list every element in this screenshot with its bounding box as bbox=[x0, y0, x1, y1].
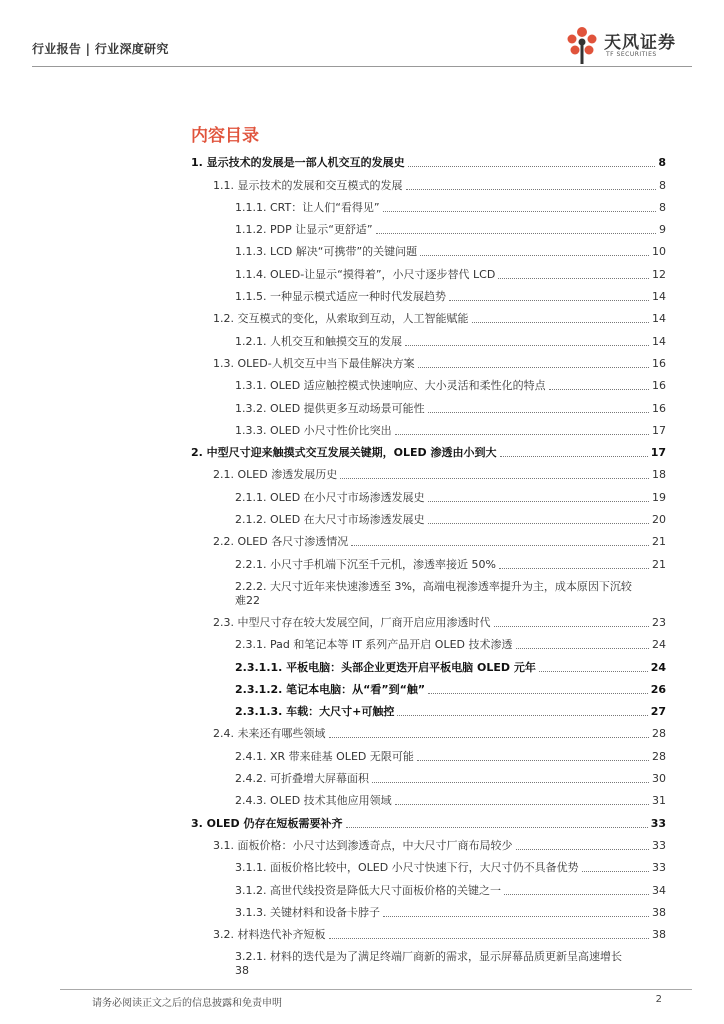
toc-page-number: 22 bbox=[246, 593, 260, 607]
toc-entry-text: 1. 显示技术的发展是一部人机交互的发展史 bbox=[191, 156, 405, 170]
toc-leader-dots bbox=[420, 255, 649, 256]
toc-leader-dots bbox=[329, 938, 650, 939]
toc-entry[interactable] bbox=[191, 215, 666, 237]
toc-entry[interactable] bbox=[191, 193, 666, 215]
toc-entry-continuation bbox=[235, 964, 666, 978]
toc-entry-text: 2.1.1. OLED 在小尺寸市场渗透发展史 bbox=[235, 490, 425, 504]
toc-page-number: 8 bbox=[658, 156, 666, 170]
toc-entry[interactable] bbox=[191, 237, 666, 259]
toc-entry-text: 2.4. 未来还有哪些领域 bbox=[213, 727, 326, 741]
toc-page-number: 17 bbox=[652, 423, 666, 437]
toc-entry-text: 1.1.1. CRT：让人们“看得见” bbox=[235, 200, 380, 214]
toc-entry-text: 1.1.3. LCD 解决“可携带”的关键问题 bbox=[235, 245, 418, 259]
toc-page-number: 16 bbox=[652, 356, 666, 370]
flower-logo-icon bbox=[562, 22, 602, 66]
toc-page-number: 28 bbox=[652, 727, 666, 741]
toc-entry-text-continued: 难 bbox=[235, 593, 246, 607]
toc-entry[interactable] bbox=[191, 853, 666, 875]
toc-leader-dots bbox=[504, 894, 649, 895]
toc-leader-dots bbox=[449, 300, 649, 301]
toc-entry[interactable] bbox=[191, 349, 666, 371]
toc-entry[interactable] bbox=[191, 875, 666, 897]
toc-entry[interactable] bbox=[191, 786, 666, 808]
toc-page-number: 9 bbox=[659, 223, 666, 237]
toc-page-number: 30 bbox=[652, 772, 666, 786]
toc-leader-dots bbox=[405, 345, 649, 346]
toc-entry-text: 2.4.1. XR 带来硅基 OLED 无限可能 bbox=[235, 749, 414, 763]
toc-entry[interactable] bbox=[191, 764, 666, 786]
toc-entry[interactable] bbox=[191, 393, 666, 415]
toc-page-number: 24 bbox=[650, 660, 666, 674]
toc-page-number: 33 bbox=[652, 838, 666, 852]
toc-entry-text: 2.1. OLED 渗透发展历史 bbox=[213, 468, 338, 482]
toc-leader-dots bbox=[516, 648, 650, 649]
toc-entry[interactable] bbox=[191, 741, 666, 763]
toc-page-number: 27 bbox=[650, 705, 666, 719]
toc-leader-dots bbox=[500, 456, 648, 457]
toc-leader-dots bbox=[397, 715, 647, 716]
toc-leader-dots bbox=[408, 166, 656, 167]
toc-entry-text: 1.3. OLED-人机交互中当下最佳解决方案 bbox=[213, 356, 415, 370]
toc-leader-dots bbox=[494, 626, 650, 627]
toc-entry-text: 1.3.1. OLED 适应触控模式快速响应、大小灵活和柔性化的特点 bbox=[235, 379, 546, 393]
toc-leader-dots bbox=[582, 871, 649, 872]
logo-subtitle: TF SECURITIES bbox=[606, 51, 657, 58]
toc-entry-text: 2.2. OLED 各尺寸渗透情况 bbox=[213, 535, 349, 549]
logo-name: 天风证券 bbox=[604, 33, 676, 53]
table-of-contents bbox=[191, 148, 666, 978]
toc-entry-text: 2.3.1. Pad 和笔记本等 IT 系列产品开启 OLED 技术渗透 bbox=[235, 638, 513, 652]
toc-page-number: 14 bbox=[652, 334, 666, 348]
toc-leader-dots bbox=[329, 737, 650, 738]
report-category-header: 行业报告 | 行业深度研究 bbox=[32, 42, 169, 56]
toc-leader-dots bbox=[428, 523, 649, 524]
toc-page-number: 8 bbox=[659, 200, 666, 214]
toc-entry-text: 2.3.1.2. 笔记本电脑：从“看”到“触” bbox=[235, 682, 426, 696]
toc-entry-text: 1.1.5. 一种显示模式适应一种时代发展趋势 bbox=[235, 290, 446, 304]
toc-entry[interactable] bbox=[191, 527, 666, 549]
toc-entry[interactable] bbox=[191, 259, 666, 281]
toc-leader-dots bbox=[428, 501, 649, 502]
toc-entry[interactable] bbox=[191, 416, 666, 438]
toc-page-number: 18 bbox=[652, 468, 666, 482]
toc-entry-text: 3.1.3. 关键材料和设备卡脖子 bbox=[235, 905, 380, 919]
toc-entry-text: 1.1. 显示技术的发展和交互模式的发展 bbox=[213, 178, 403, 192]
toc-leader-dots bbox=[395, 804, 649, 805]
toc-page-number: 14 bbox=[652, 290, 666, 304]
toc-entry-text: 3.1.2. 高世代线投资是降低大尺寸面板价格的关键之一 bbox=[235, 883, 501, 897]
toc-page-number: 12 bbox=[652, 267, 666, 281]
toc-entry[interactable] bbox=[191, 482, 666, 504]
toc-entry[interactable] bbox=[191, 630, 666, 652]
toc-entry-text: 2.4.3. OLED 技术其他应用领域 bbox=[235, 794, 392, 808]
toc-entry-text: 3.2.1. 材料的迭代是为了满足终端厂商新的需求，显示屏幕品质更新呈高速增长 bbox=[235, 950, 622, 964]
toc-leader-dots bbox=[539, 671, 648, 672]
toc-entry[interactable] bbox=[191, 170, 666, 192]
toc-entry-text: 2.2.2. 大尺寸近年来快速渗透至 3%，高端电视渗透率提升为主，成本原因下沉较 bbox=[235, 579, 632, 593]
toc-entry-text: 3.1.1. 面板价格比较中，OLED 小尺寸快速下行，大尺寸仍不具备优势 bbox=[235, 861, 579, 875]
toc-entry[interactable] bbox=[191, 808, 666, 830]
toc-entry-text: 3. OLED 仍存在短板需要补齐 bbox=[191, 816, 343, 830]
toc-page-number: 8 bbox=[659, 178, 666, 192]
toc-leader-dots bbox=[372, 782, 649, 783]
toc-entry-text: 1.1.4. OLED-让显示“摸得着”，小尺寸逐步替代 LCD bbox=[235, 267, 496, 281]
toc-page-number: 16 bbox=[652, 401, 666, 415]
toc-page-number: 21 bbox=[652, 535, 666, 549]
toc-leader-dots bbox=[549, 389, 649, 390]
toc-entry-text: 2.3. 中型尺寸存在较大发展空间，厂商开启应用渗透时代 bbox=[213, 615, 491, 629]
toc-page-number: 38 bbox=[652, 905, 666, 919]
toc-entry[interactable] bbox=[191, 326, 666, 348]
toc-leader-dots bbox=[428, 693, 648, 694]
toc-leader-dots bbox=[406, 189, 657, 190]
toc-page-number: 23 bbox=[652, 615, 666, 629]
toc-entry[interactable] bbox=[191, 831, 666, 853]
toc-page-number: 21 bbox=[652, 557, 666, 571]
toc-page-number: 31 bbox=[652, 794, 666, 808]
toc-page-number: 28 bbox=[652, 749, 666, 763]
toc-entry-text: 3.2. 材料迭代补齐短板 bbox=[213, 928, 326, 942]
toc-entry[interactable] bbox=[191, 608, 666, 630]
toc-entry[interactable] bbox=[191, 675, 666, 697]
toc-leader-dots bbox=[383, 211, 656, 212]
toc-page-number: 33 bbox=[652, 861, 666, 875]
toc-entry-continuation bbox=[235, 594, 666, 608]
toc-entry-text: 2. 中型尺寸迎来触摸式交互发展关键期，OLED 渗透由小到大 bbox=[191, 446, 497, 460]
toc-leader-dots bbox=[340, 478, 649, 479]
toc-leader-dots bbox=[428, 412, 649, 413]
header-divider bbox=[32, 66, 692, 67]
toc-entry[interactable] bbox=[191, 438, 666, 460]
toc-entry-text: 1.3.2. OLED 提供更多互动场景可能性 bbox=[235, 401, 425, 415]
page-number: 2 bbox=[655, 994, 662, 1005]
toc-leader-dots bbox=[499, 568, 649, 569]
company-logo bbox=[562, 22, 692, 66]
toc-entry[interactable] bbox=[191, 920, 666, 942]
toc-page-number: 19 bbox=[652, 490, 666, 504]
toc-entry-text: 1.1.2. PDP 让显示“更舒适” bbox=[235, 223, 373, 237]
toc-entry-text: 2.4.2. 可折叠增大屏幕面积 bbox=[235, 772, 369, 786]
toc-leader-dots bbox=[516, 849, 650, 850]
toc-entry-text: 1.2.1. 人机交互和触摸交互的发展 bbox=[235, 334, 402, 348]
toc-leader-dots bbox=[383, 916, 649, 917]
toc-page-number: 38 bbox=[235, 964, 249, 978]
toc-page-number: 26 bbox=[650, 682, 666, 696]
toc-entry-text: 2.3.1.1. 平板电脑：头部企业更迭开启平板电脑 OLED 元年 bbox=[235, 660, 536, 674]
toc-leader-dots bbox=[498, 278, 649, 279]
toc-entry[interactable] bbox=[191, 697, 666, 719]
toc-page-number: 38 bbox=[652, 928, 666, 942]
toc-leader-dots bbox=[346, 827, 648, 828]
toc-entry[interactable] bbox=[191, 304, 666, 326]
toc-entry[interactable] bbox=[191, 460, 666, 482]
toc-entry[interactable] bbox=[191, 549, 666, 571]
toc-page-number: 17 bbox=[650, 446, 666, 460]
toc-leader-dots bbox=[417, 760, 649, 761]
toc-leader-dots bbox=[376, 233, 656, 234]
toc-leader-dots bbox=[395, 434, 649, 435]
toc-entry-text: 1.3.3. OLED 小尺寸性价比突出 bbox=[235, 423, 392, 437]
toc-page-number: 34 bbox=[652, 883, 666, 897]
toc-entry[interactable] bbox=[191, 652, 666, 674]
toc-leader-dots bbox=[418, 367, 649, 368]
toc-entry[interactable] bbox=[191, 505, 666, 527]
toc-title: 内容目录 bbox=[191, 126, 259, 146]
toc-leader-dots bbox=[351, 545, 649, 546]
toc-page-number: 20 bbox=[652, 513, 666, 527]
toc-entry[interactable] bbox=[191, 572, 666, 608]
toc-entry[interactable] bbox=[191, 282, 666, 304]
toc-page-number: 24 bbox=[652, 638, 666, 652]
toc-page-number: 14 bbox=[652, 312, 666, 326]
footer-disclaimer: 请务必阅读正文之后的信息披露和免责申明 bbox=[92, 998, 282, 1009]
toc-page-number: 33 bbox=[650, 816, 666, 830]
toc-entry-text: 3.1. 面板价格：小尺寸达到渗透奇点，中大尺寸厂商布局较少 bbox=[213, 838, 513, 852]
toc-entry[interactable] bbox=[191, 898, 666, 920]
toc-entry-text: 2.2.1. 小尺寸手机端下沉至千元机，渗透率接近 50% bbox=[235, 557, 496, 571]
footer-divider bbox=[60, 989, 692, 990]
toc-entry[interactable] bbox=[191, 371, 666, 393]
toc-entry[interactable] bbox=[191, 719, 666, 741]
toc-entry-text: 2.1.2. OLED 在大尺寸市场渗透发展史 bbox=[235, 513, 425, 527]
toc-page-number: 10 bbox=[652, 245, 666, 259]
toc-entry[interactable] bbox=[191, 942, 666, 978]
toc-entry[interactable] bbox=[191, 148, 666, 170]
toc-page-number: 16 bbox=[652, 379, 666, 393]
toc-leader-dots bbox=[472, 322, 650, 323]
toc-entry-text: 2.3.1.3. 车载：大尺寸+可触控 bbox=[235, 705, 395, 719]
toc-entry-text: 1.2. 交互模式的变化，从索取到互动，人工智能赋能 bbox=[213, 312, 469, 326]
